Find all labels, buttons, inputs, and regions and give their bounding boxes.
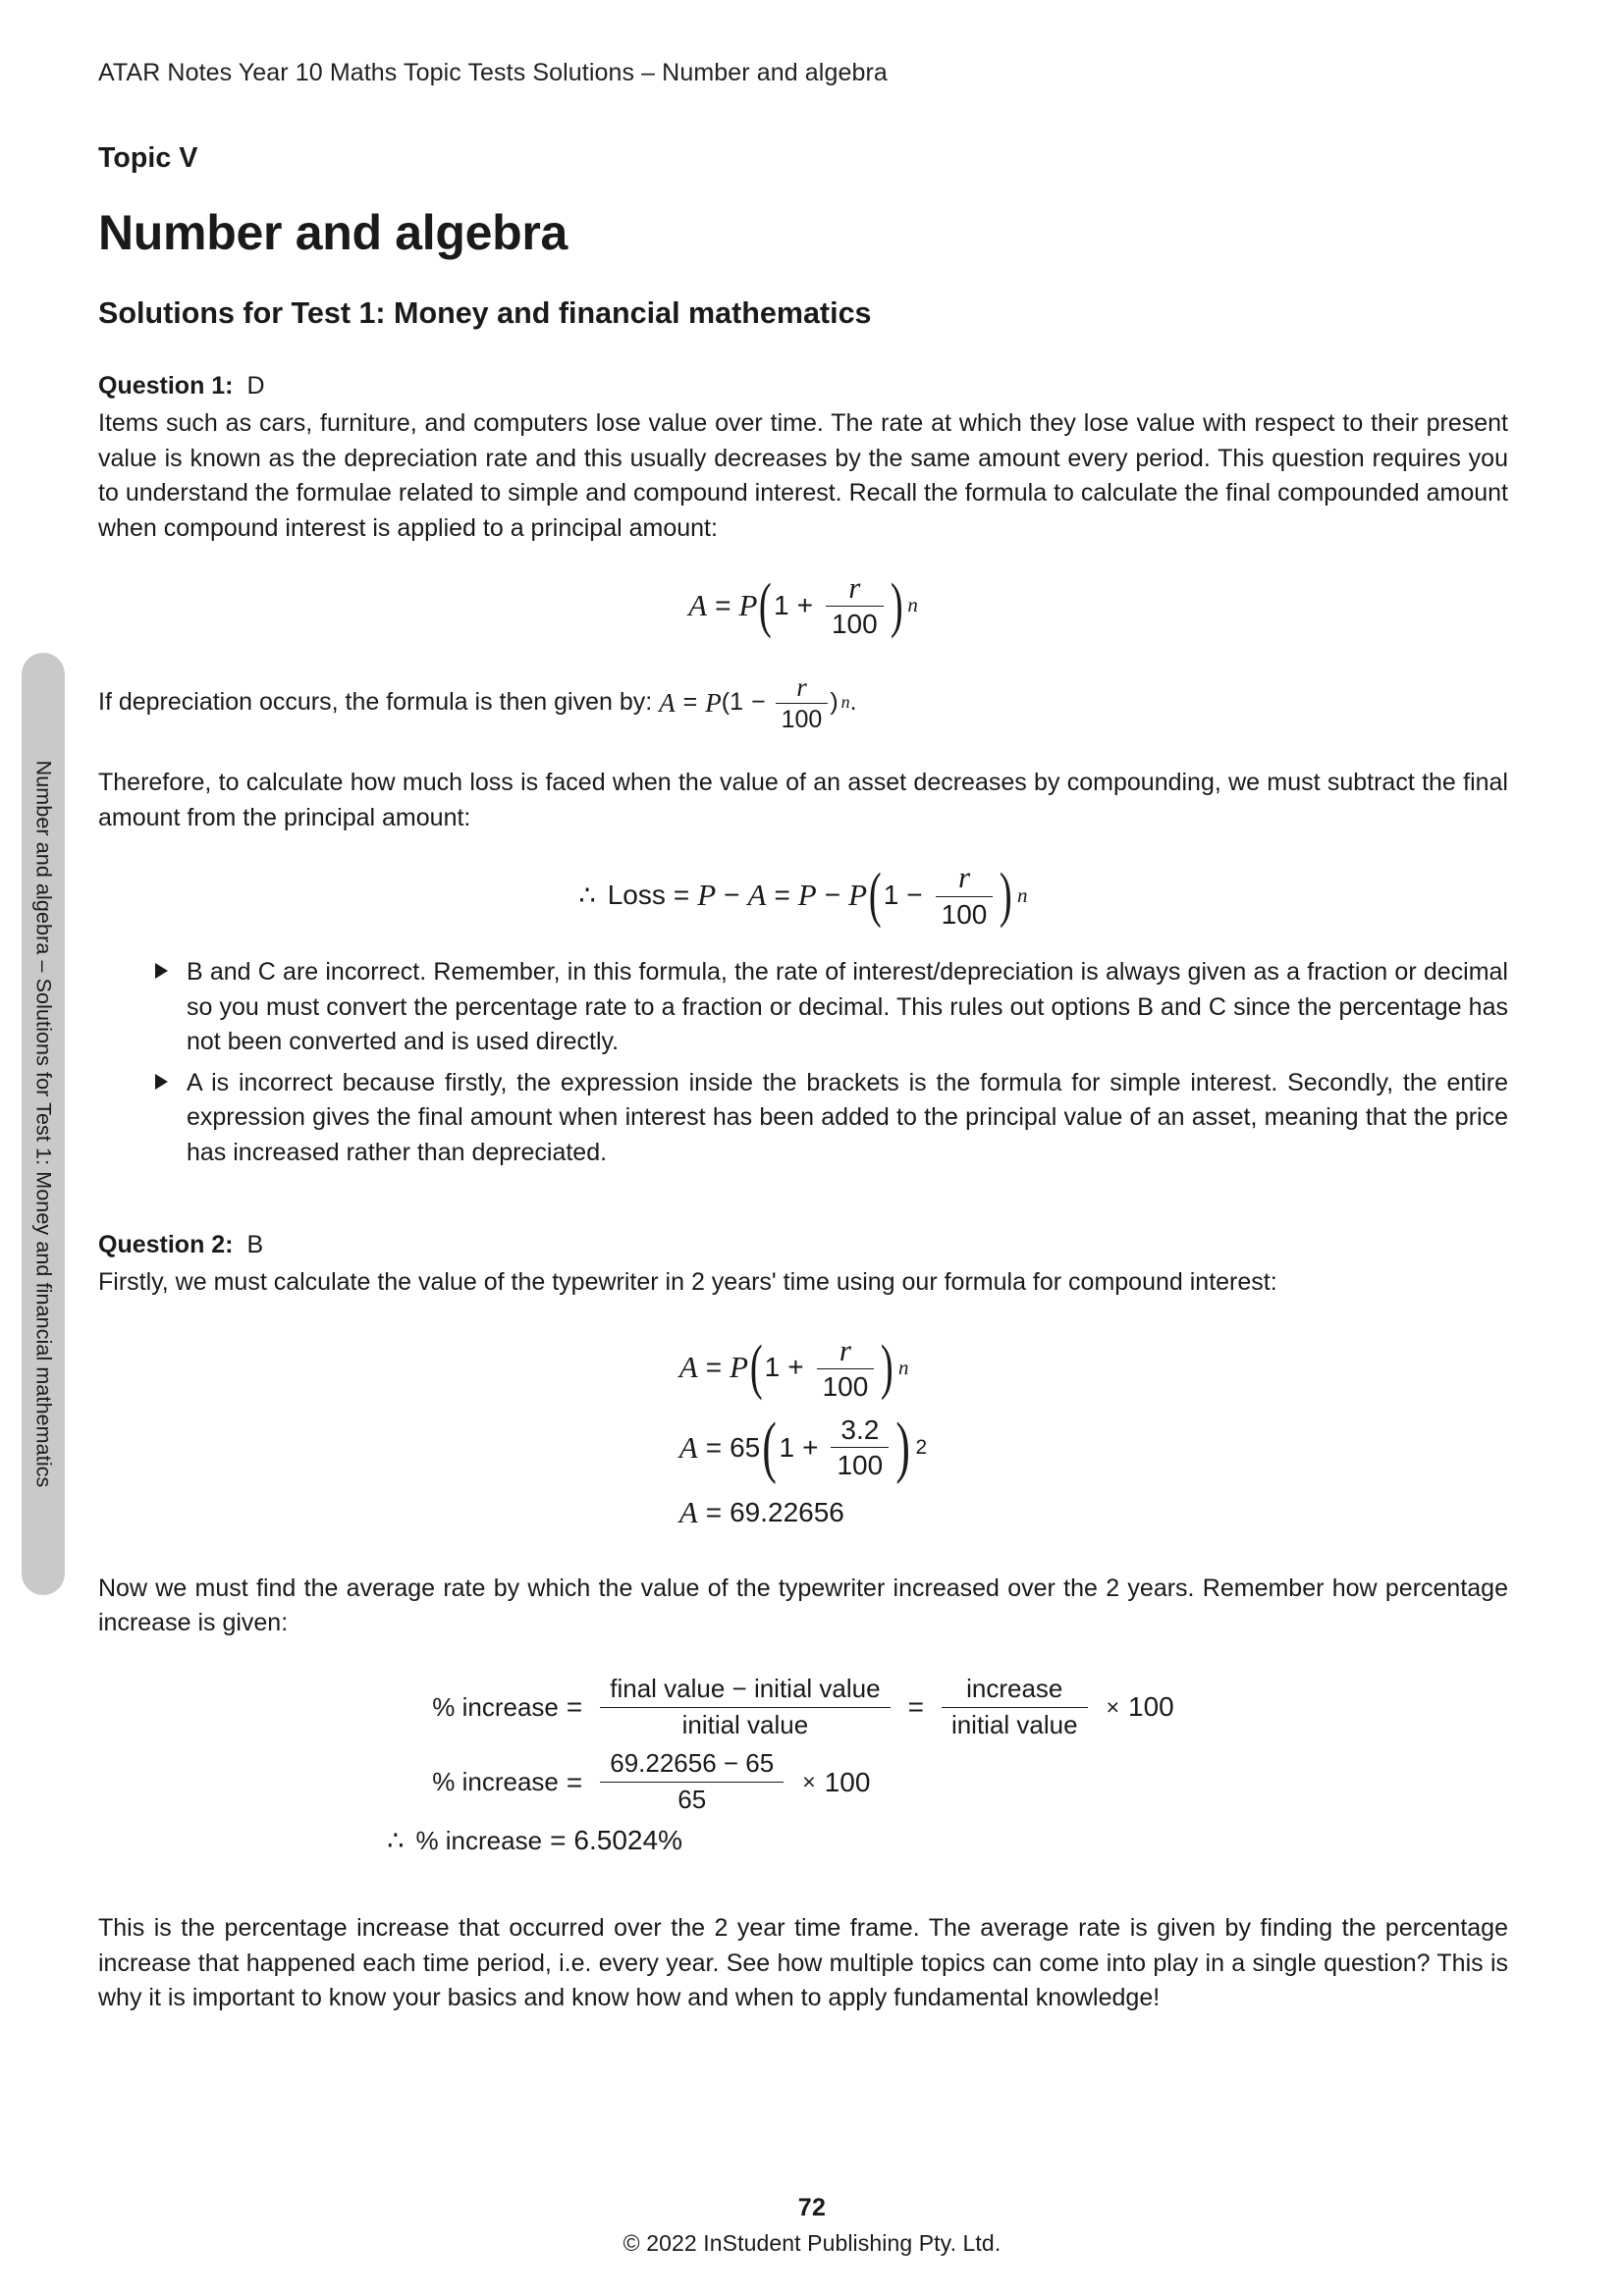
side-tab [22,653,65,1595]
loss-formula [98,861,1508,930]
loss-P1: P [697,878,717,913]
pct-numerator-2: increase [966,1673,1063,1703]
loss-label: Loss [607,880,666,911]
formula-plus: + [796,589,813,620]
page-footer [0,2194,1624,2257]
bullet-text: B and C are incorrect. Remember, in this formula, the rate of interest/depreciation is always given as a fraction or decimal so you must convert the percentage rate to a fraction or decimal. This rules out options B and C since the percentage has not been converted and is used directly. [187,958,1508,1055]
question-2-paragraph-1: Firstly, we must calculate the value of the typewriter in 2 years' time using our formula for compound interest: [98,1268,1277,1296]
pct-equals-1: = [566,1691,583,1723]
q2-formula-line-1 [679,1334,927,1403]
dep-rate-numerator: r [796,671,807,702]
loss-A: A [747,878,767,913]
pct-therefore-symbol: ∴ [387,1825,405,1855]
open-paren: ( [759,571,773,639]
pct-result-equals: = [550,1825,567,1856]
depreciation-text: If depreciation occurs, the formula is then given by: [98,687,653,716]
loss-equals-2: = [774,880,790,911]
page-content [98,0,1508,2016]
loss-P2: P [797,878,817,913]
dep-equals: = [682,688,698,717]
rate-fraction [826,571,884,640]
pct-denominator-2: initial value [942,1707,1088,1740]
pct-fraction-2 [942,1675,1088,1740]
q2-l2-denominator: 100 [831,1447,889,1480]
formula-exponent-n: n [907,593,918,617]
q2-l1-equals: = [705,1352,723,1383]
pct-label-1: % increase [432,1691,559,1722]
pct-fraction-1 [600,1675,890,1740]
pct-label-3: % increase [415,1825,543,1855]
pct-hundred-1: 100 [1128,1691,1174,1723]
q2-l2-equals: = [705,1432,723,1464]
loss-open-paren: ( [868,861,882,929]
pct-times-icon: × [1106,1693,1120,1720]
q2-result-equals: = [705,1496,723,1527]
q2-l2-exponent: 2 [915,1436,928,1460]
question-2-paragraph-2: Now we must find the average rate by which the value of the typewriter increased over the 2 years. Remember how percentage increase is given: [98,1574,1508,1637]
question-1-bullet-list [98,955,1508,1170]
dep-P: P [705,687,722,718]
loss-rate-fraction [936,861,994,930]
pct-result-value: 6.5024% [573,1825,682,1856]
question-2-heading [98,1231,1508,1259]
pct-sub-fraction [600,1749,784,1815]
dep-exponent: n [840,692,850,713]
q2-result-value: 69.22656 [730,1496,844,1527]
q2-l2-open-paren: ( [762,1410,778,1486]
triangle-bullet-icon [155,1074,168,1090]
loss-equals-1: = [673,880,690,911]
q2-l2-numerator: 3.2 [840,1415,880,1446]
depreciation-line [98,673,1508,733]
q2-l1-close-paren: ) [881,1334,894,1402]
q2-l1-open-paren: ( [749,1334,763,1402]
q2-l2-one: 1 [779,1432,795,1464]
q2-l1-numerator: r [839,1332,851,1367]
dep-rate-fraction [776,673,829,733]
dep-open-paren: ( [721,688,731,717]
question-1-heading [98,372,1508,400]
q2-l1-operator: + [787,1352,804,1383]
dep-period: . [849,688,857,717]
q2-l1-exponent: n [897,1355,909,1379]
question-1-answer: D [246,372,265,400]
close-paren: ) [890,571,903,639]
pct-substitution-row [432,1749,1173,1815]
list-item [155,1066,1508,1171]
pct-formula-row [432,1675,1173,1740]
pct-hundred-2: 100 [824,1766,871,1797]
side-tab-label: Number and algebra – Solutions for Test 1: Money and financial mathematics [31,760,56,1488]
pct-label-2: % increase [432,1767,559,1797]
q2-formula-line-2 [678,1410,928,1486]
formula-equals: = [715,589,731,620]
pct-sub-times-icon: × [802,1769,816,1795]
pct-sub-numerator: 69.22656 − 65 [610,1748,775,1779]
pct-sub-denominator: 65 [600,1782,784,1815]
pct-result-row [387,1825,1173,1856]
section-title: Solutions for Test 1: Money and financial mathematics [98,296,872,330]
list-item [155,955,1508,1060]
formula-variable-A: A [688,587,708,622]
therefore-symbol: ∴ [578,880,596,910]
q2-l2-close-paren: ) [895,1410,911,1486]
rate-numerator: r [848,570,861,605]
pct-equals-2: = [907,1691,924,1723]
question-2-label: Question 2: [98,1231,234,1258]
depreciation-formula [659,673,856,733]
question-2-formula-block [98,1326,1508,1538]
pct-numerator-1: final value − initial value [610,1673,881,1703]
dep-minus: − [750,688,766,717]
loss-close-paren: ) [1000,861,1013,929]
question-1-paragraph-2: Therefore, to calculate how much loss is faced when the value of an asset decreases by compounding, we must subtract the final amount from the principal amount: [98,769,1508,831]
q2-l1-denominator: 100 [817,1368,875,1402]
loss-rate-denominator: 100 [936,896,994,930]
question-2-answer: B [246,1231,264,1258]
q2-l1-fraction [817,1334,875,1403]
loss-minus-3: − [906,880,923,911]
q2-l1-A: A [678,1350,698,1385]
q2-l1-coefficient: P [730,1350,749,1385]
formula-variable-P: P [738,587,758,622]
q2-l2-fraction [831,1415,889,1480]
loss-exponent: n [1017,882,1028,907]
chapter-title: Number and algebra [98,205,568,260]
dep-one: 1 [730,688,743,717]
formula-one: 1 [774,589,789,620]
pct-sub-equals: = [566,1766,583,1797]
loss-minus-2: − [824,880,841,911]
question-1-paragraph-1: Items such as cars, furniture, and computers lose value over time. The rate at which they lose value with respect to their present value is known as the depreciation rate and this usually decreases by the same amount every period. This question requires you to understand the formulae related to simple and compound interest. Recall the formula to calculate the final compounded amount when compound interest is applied to a principal amount: [98,409,1508,542]
compound-interest-formula [98,571,1508,640]
question-2-paragraph-3: This is the percentage increase that occurred over the 2 year time frame. The average rate is given by finding the percentage increase that happened each time period, i.e. every year. See how multiple topics can come into play in a single question? This is why it is important to know your basics and know how and when to apply fundamental knowledge! [98,1914,1508,2012]
rate-denominator: 100 [826,606,884,639]
page-number: 72 [797,2194,827,2221]
dep-rate-denominator: 100 [776,703,829,732]
pct-denominator-1: initial value [600,1707,890,1740]
bullet-text: A is incorrect because firstly, the expression inside the brackets is the formula for simple interest. Secondly, the entire expression gives the final amount when interest has been added to the principal value of an asset, meaning that the price has increased rather than depreciated. [187,1068,1508,1166]
percentage-increase-block [98,1671,1508,1861]
loss-minus-1: − [724,880,740,911]
q2-result-A: A [678,1494,698,1529]
q2-l2-A: A [678,1430,698,1466]
copyright-notice: © 2022 InStudent Publishing Pty. Ltd. [623,2230,1001,2256]
loss-P3: P [848,878,868,913]
running-head: ATAR Notes Year 10 Maths Topic Tests Solutions – Number and algebra [98,59,888,86]
q2-l2-coefficient: 65 [730,1432,761,1464]
topic-label: Topic V [98,142,198,174]
loss-rate-numerator: r [957,860,971,895]
dep-A: A [659,687,676,718]
q2-l2-operator: + [802,1432,819,1464]
dep-close-paren: ) [830,688,839,717]
triangle-bullet-icon [155,963,168,979]
loss-one: 1 [883,880,899,911]
q2-l1-one: 1 [764,1352,781,1383]
question-1-label: Question 1: [98,372,234,400]
q2-formula-result [679,1495,927,1530]
